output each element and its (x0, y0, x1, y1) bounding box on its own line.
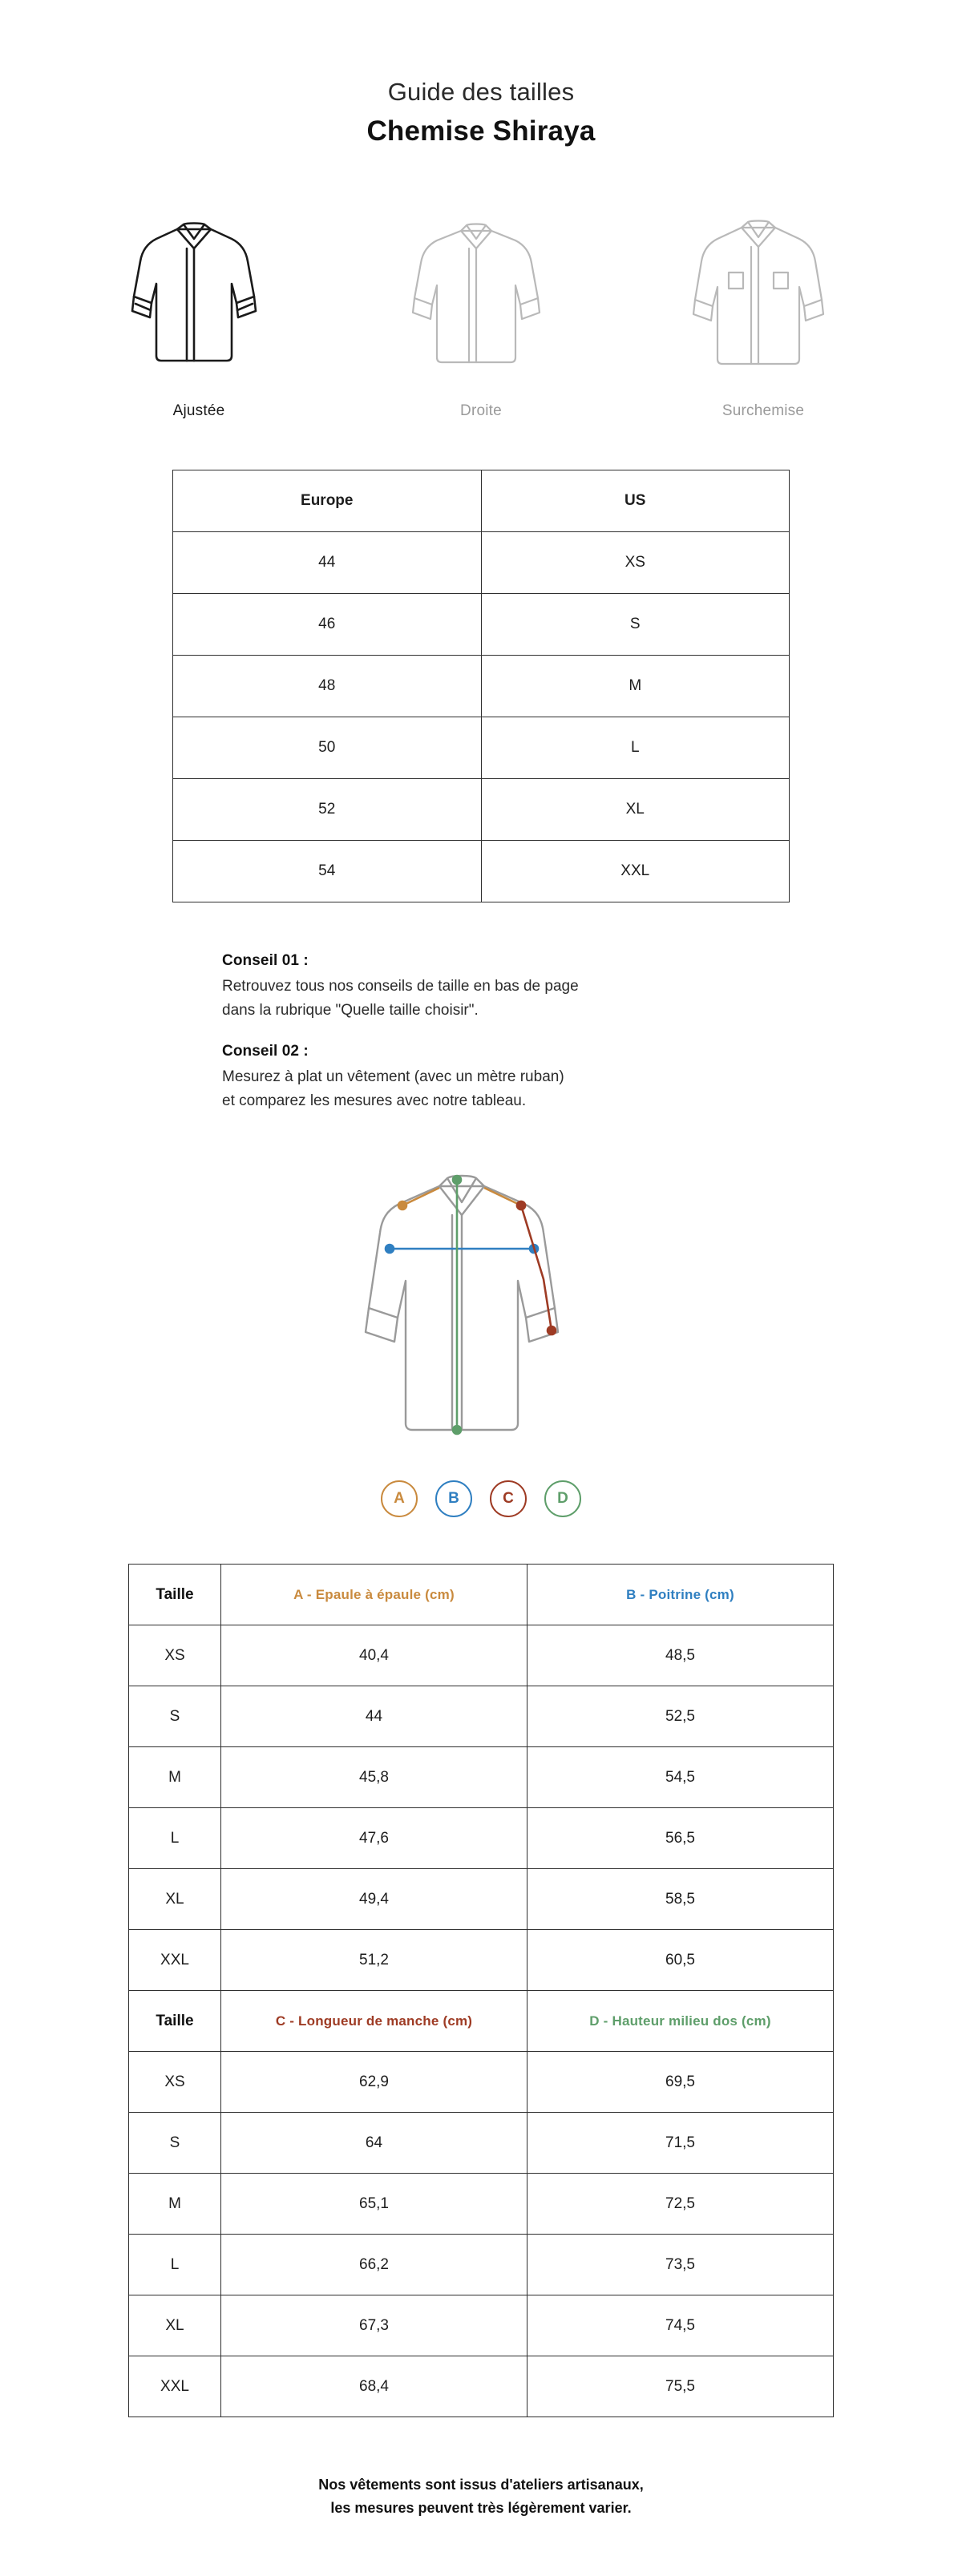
column-header-us: US (481, 470, 790, 532)
column-header-metric-c: C - Longueur de manche (cm) (221, 1991, 527, 2052)
cell-us: XXL (481, 841, 790, 902)
measurement-legend (381, 1480, 581, 1517)
tip-title: Conseil 01 : (222, 952, 309, 970)
cell-value-a: 51,2 (221, 1930, 527, 1991)
fit-option-label: Ajustée (172, 402, 225, 420)
cell-europe: 48 (173, 656, 482, 717)
measurements-table (128, 1564, 834, 2417)
shirt-measure-diagram-icon (337, 1159, 625, 1476)
cell-us: M (481, 656, 790, 717)
cell-size: XS (129, 2052, 221, 2113)
cell-value-c: 62,9 (221, 2052, 527, 2113)
page-kicker: Guide des tailles (387, 78, 575, 106)
table-row (129, 1930, 834, 1991)
cell-us: XS (481, 532, 790, 594)
legend-chip-b (435, 1480, 472, 1517)
table-header-row-cd (129, 1991, 834, 2052)
equivalence-table-wrap (0, 420, 962, 902)
table-row (173, 532, 790, 594)
table-row (129, 2356, 834, 2417)
cell-value-a: 49,4 (221, 1869, 527, 1930)
table-header-row (173, 470, 790, 532)
fit-option-fitted[interactable] (79, 191, 319, 420)
cell-value-b: 54,5 (527, 1747, 834, 1808)
tip-02 (222, 1043, 790, 1112)
footer-line-1: Nos vêtements sont issus d'ateliers artisanaux, (318, 2477, 644, 2493)
cell-value-a: 40,4 (221, 1625, 527, 1686)
cell-value-b: 52,5 (527, 1686, 834, 1747)
legend-letter: A (394, 1490, 405, 1507)
cell-size: XXL (129, 1930, 221, 1991)
cell-value-d: 72,5 (527, 2174, 834, 2235)
page-header (0, 77, 962, 149)
cell-value-d: 69,5 (527, 2052, 834, 2113)
table-row (129, 1869, 834, 1930)
cell-value-b: 58,5 (527, 1869, 834, 1930)
table-row (173, 656, 790, 717)
cell-value-c: 64 (221, 2113, 527, 2174)
measurement-diagram-section (0, 1159, 962, 1517)
cell-size: L (129, 2235, 221, 2295)
cell-us: XL (481, 779, 790, 841)
footer-line-2: les mesures peuvent très légèrement varier. (330, 2499, 632, 2516)
tip-line: Retrouvez tous nos conseils de taille en bas de page (222, 978, 579, 995)
cell-europe: 54 (173, 841, 482, 902)
measurements-table-wrap (0, 1517, 962, 2417)
fit-option-overshirt[interactable] (643, 191, 883, 420)
cell-europe: 50 (173, 717, 482, 779)
cell-value-a: 45,8 (221, 1747, 527, 1808)
tip-line: dans la rubrique "Quelle taille choisir". (222, 1001, 479, 1019)
cell-us: S (481, 594, 790, 656)
page-footer (0, 2473, 962, 2576)
cell-value-a: 47,6 (221, 1808, 527, 1869)
fit-option-straight[interactable] (361, 191, 601, 420)
table-row (129, 1747, 834, 1808)
column-header-europe: Europe (173, 470, 482, 532)
cell-europe: 46 (173, 594, 482, 656)
table-row (129, 2235, 834, 2295)
legend-letter: B (448, 1490, 459, 1507)
cell-value-c: 67,3 (221, 2295, 527, 2356)
cell-europe: 52 (173, 779, 482, 841)
legend-letter: D (557, 1490, 568, 1507)
table-row (129, 2052, 834, 2113)
cell-value-b: 56,5 (527, 1808, 834, 1869)
cell-size: L (129, 1808, 221, 1869)
cell-value-b: 48,5 (527, 1625, 834, 1686)
cell-size: M (129, 1747, 221, 1808)
table-row (129, 1625, 834, 1686)
cell-europe: 44 (173, 532, 482, 594)
legend-chip-a (381, 1480, 418, 1517)
table-header-row-ab (129, 1565, 834, 1625)
table-row (129, 2295, 834, 2356)
cell-value-d: 71,5 (527, 2113, 834, 2174)
table-row (173, 594, 790, 656)
column-header-size: Taille (129, 1565, 221, 1625)
cell-value-c: 66,2 (221, 2235, 527, 2295)
tip-title: Conseil 02 : (222, 1043, 309, 1060)
table-row (129, 2174, 834, 2235)
cell-value-d: 74,5 (527, 2295, 834, 2356)
column-header-size: Taille (129, 1991, 221, 2052)
legend-letter: C (503, 1490, 514, 1507)
fit-option-label: Surchemise (722, 402, 805, 420)
table-row (129, 1808, 834, 1869)
fit-option-label: Droite (460, 402, 502, 420)
tip-line: Mesurez à plat un vêtement (avec un mètre ruban) (222, 1068, 564, 1086)
cell-size: XS (129, 1625, 221, 1686)
shirt-overshirt-icon (643, 191, 883, 391)
column-header-metric-a: A - Epaule à épaule (cm) (221, 1565, 527, 1625)
tip-01 (222, 952, 790, 1022)
cell-value-b: 60,5 (527, 1930, 834, 1991)
fit-options (0, 191, 962, 420)
cell-value-d: 73,5 (527, 2235, 834, 2295)
cell-size: XL (129, 2295, 221, 2356)
cell-size: XL (129, 1869, 221, 1930)
column-header-metric-d: D - Hauteur milieu dos (cm) (527, 1991, 834, 2052)
shirt-fitted-icon (79, 191, 319, 391)
cell-size: S (129, 1686, 221, 1747)
cell-size: M (129, 2174, 221, 2235)
table-row (173, 841, 790, 902)
cell-size: XXL (129, 2356, 221, 2417)
legend-chip-c (490, 1480, 527, 1517)
shirt-straight-icon (361, 191, 601, 391)
cell-value-a: 44 (221, 1686, 527, 1747)
cell-value-c: 68,4 (221, 2356, 527, 2417)
tips-section (172, 952, 790, 1112)
cell-value-d: 75,5 (527, 2356, 834, 2417)
table-row (129, 2113, 834, 2174)
cell-value-c: 65,1 (221, 2174, 527, 2235)
cell-us: L (481, 717, 790, 779)
size-equivalence-table (172, 470, 790, 902)
table-row (129, 1686, 834, 1747)
table-row (173, 717, 790, 779)
column-header-metric-b: B - Poitrine (cm) (527, 1565, 834, 1625)
tip-line: et comparez les mesures avec notre tableau. (222, 1092, 527, 1109)
table-row (173, 779, 790, 841)
cell-size: S (129, 2113, 221, 2174)
legend-chip-d (544, 1480, 581, 1517)
page-title: Chemise Shiraya (366, 115, 596, 147)
